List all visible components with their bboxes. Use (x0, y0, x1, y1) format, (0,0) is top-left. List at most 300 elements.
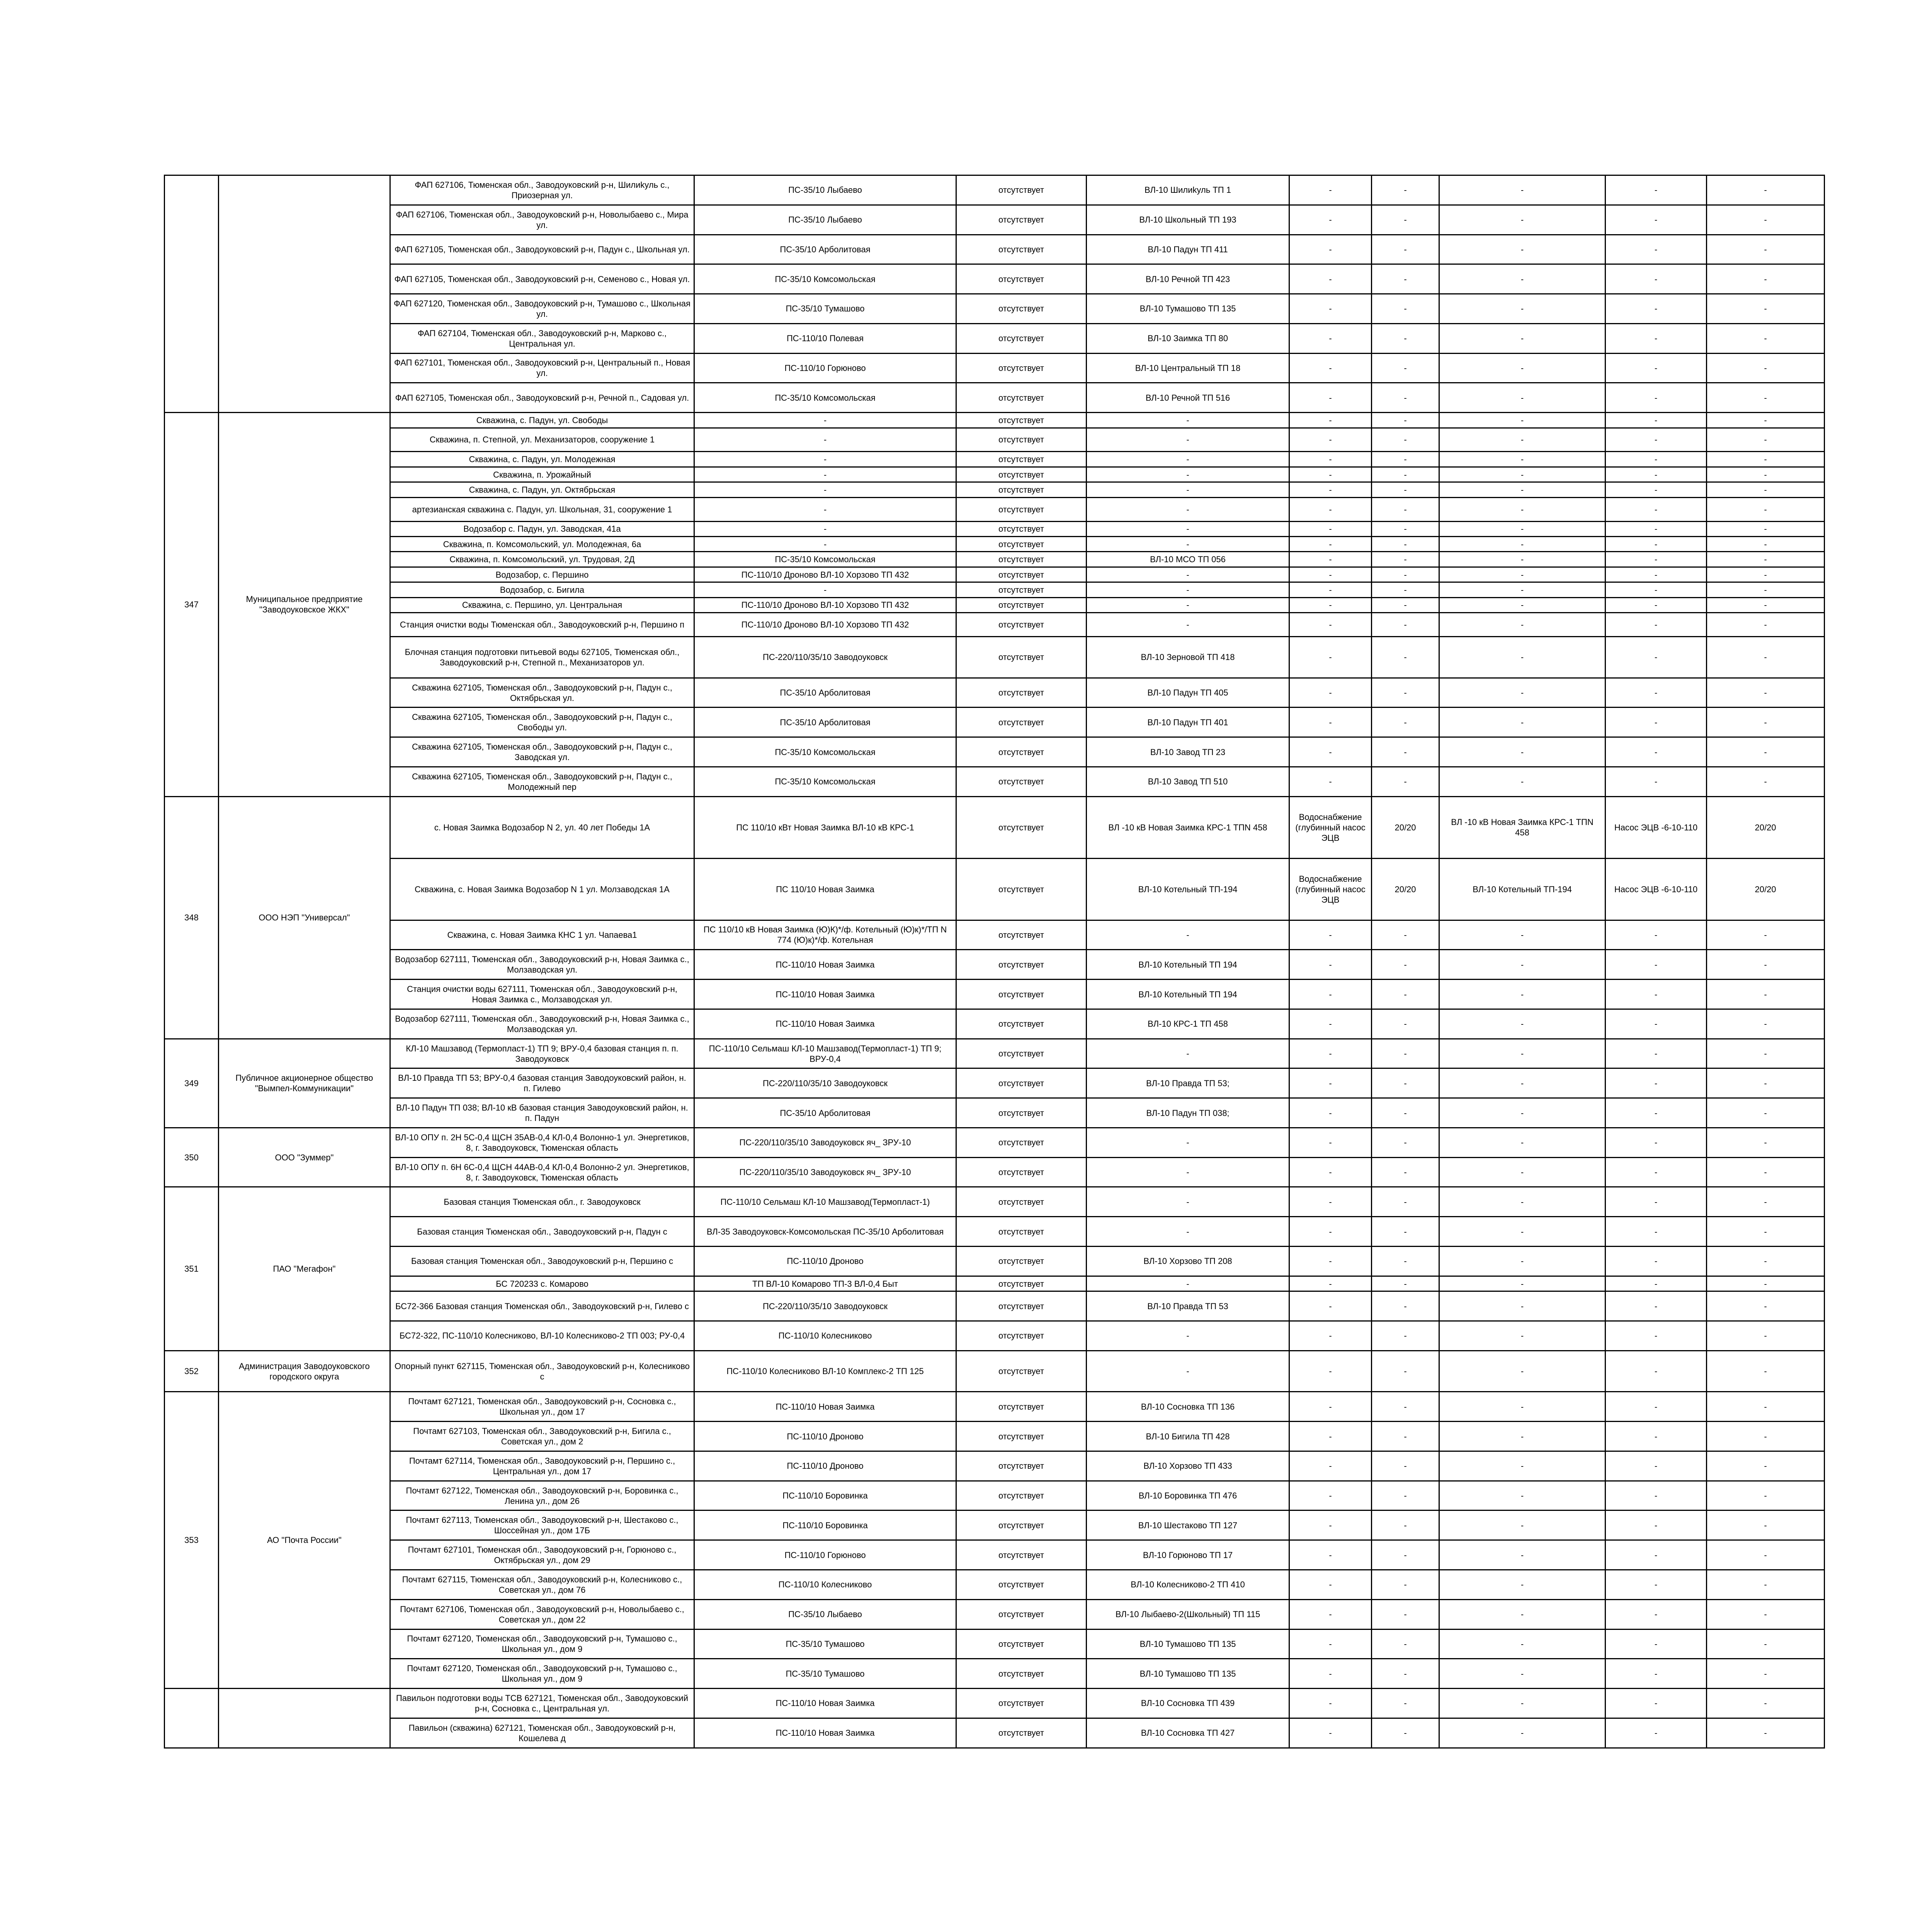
table-row (165, 383, 1825, 413)
load-purpose-cell: - (1289, 678, 1372, 708)
supply-line-cell: ВЛ-10 Падун ТП 411 (1087, 235, 1289, 264)
power-value-cell: - (1707, 294, 1825, 324)
load-value-cell: - (1372, 737, 1439, 767)
object-address-cell: ФАП 627105, Тюменская обл., Заводоуковский р-н, Семеново с., Новая ул. (390, 264, 694, 294)
supply-substation-cell: ПС-35/10 Лыбаево (694, 205, 956, 235)
supply-line-cell: - (1087, 413, 1289, 428)
equipment-cell: - (1605, 980, 1707, 1009)
load-purpose-cell: Водоснабжение (глубинный насос ЭЦВ (1289, 858, 1372, 920)
feeder-cell: ВЛ-10 Котельный ТП-194 (1439, 858, 1605, 920)
equipment-cell: - (1605, 708, 1707, 737)
object-address-cell: Базовая станция Тюменская обл., г. Заводоуковск (390, 1187, 694, 1217)
object-address-cell: Скважина, с. Першино, ул. Центральная (390, 597, 694, 612)
table-row (165, 1659, 1825, 1689)
feeder-cell: - (1439, 1321, 1605, 1351)
equipment-cell: - (1605, 1570, 1707, 1599)
backup-supply-cell: отсутствует (956, 1659, 1087, 1689)
feeder-cell: - (1439, 383, 1605, 413)
equipment-cell: - (1605, 482, 1707, 497)
supply-substation-cell: ПС-35/10 Арболитовая (694, 708, 956, 737)
feeder-cell: - (1439, 1068, 1605, 1098)
supply-substation-cell: ПС 110/10 кВ Новая Заимка (Ю)К)*/ф. Котельный (Ю)к)*/ТП N 774 (Ю)к)*/ф. Котельная (694, 920, 956, 950)
power-value-cell: - (1707, 1629, 1825, 1659)
feeder-cell: - (1439, 1009, 1605, 1039)
table-row (165, 264, 1825, 294)
supply-line-cell: ВЛ-10 МСО ТП 056 (1087, 552, 1289, 567)
backup-supply-cell: отсутствует (956, 678, 1087, 708)
power-value-cell: - (1707, 980, 1825, 1009)
equipment-cell: - (1605, 767, 1707, 796)
backup-supply-cell: отсутствует (956, 353, 1087, 383)
supply-substation-cell: ПС 110/10 Новая Заимка (694, 858, 956, 920)
supply-line-cell: ВЛ-10 Школьный ТП 193 (1087, 205, 1289, 235)
organization-cell (219, 1689, 390, 1748)
supply-line-cell: ВЛ -10 кВ Новая Заимка КРС-1 ТПN 458 (1087, 796, 1289, 858)
power-value-cell: - (1707, 428, 1825, 452)
load-purpose-cell: - (1289, 1422, 1372, 1451)
load-purpose-cell: - (1289, 1098, 1372, 1128)
power-value-cell: - (1707, 235, 1825, 264)
feeder-cell: - (1439, 567, 1605, 582)
supply-line-cell: - (1087, 521, 1289, 536)
equipment-cell: - (1605, 1451, 1707, 1481)
equipment-cell: - (1605, 597, 1707, 612)
table-row (165, 497, 1825, 521)
equipment-cell: - (1605, 497, 1707, 521)
load-value-cell: - (1372, 1247, 1439, 1276)
feeder-cell: - (1439, 1689, 1605, 1718)
power-value-cell: - (1707, 353, 1825, 383)
table-row (165, 1689, 1825, 1718)
equipment-cell: - (1605, 175, 1707, 205)
object-address-cell: Скважина, п. Комсомольский, ул. Трудовая, 2Д (390, 552, 694, 567)
equipment-cell: - (1605, 452, 1707, 467)
power-value-cell: 20/20 (1707, 858, 1825, 920)
object-address-cell: Станция очистки воды Тюменская обл., Заводоуковский р-н, Першино п (390, 613, 694, 637)
table-row (165, 1451, 1825, 1481)
equipment-cell: - (1605, 537, 1707, 552)
table-row (165, 428, 1825, 452)
backup-supply-cell: отсутствует (956, 205, 1087, 235)
object-address-cell: Скважина, п. Степной, ул. Механизаторов, сооружение 1 (390, 428, 694, 452)
table-row (165, 1039, 1825, 1068)
supply-line-cell: - (1087, 597, 1289, 612)
object-address-cell: Почтамт 627114, Тюменская обл., Заводоуковский р-н, Першино с., Центральная ул., дом 17 (390, 1451, 694, 1481)
object-address-cell: Скважина 627105, Тюменская обл., Заводоуковский р-н, Падун с., Свободы ул. (390, 708, 694, 737)
object-address-cell: БС72-366 Базовая станция Тюменская обл., Заводоуковский р-н, Гилево с (390, 1291, 694, 1321)
backup-supply-cell: отсутствует (956, 323, 1087, 353)
load-value-cell: - (1372, 1570, 1439, 1599)
load-purpose-cell: - (1289, 428, 1372, 452)
equipment-cell: Насос ЭЦВ -6-10-110 (1605, 796, 1707, 858)
object-address-cell: Опорный пункт 627115, Тюменская обл., Заводоуковский р-н, Колесниково с (390, 1351, 694, 1392)
organization-cell: Публичное акционерное общество "Вымпел-Коммуникации" (219, 1039, 390, 1128)
supply-substation-cell: - (694, 467, 956, 482)
feeder-cell: - (1439, 264, 1605, 294)
supply-line-cell: - (1087, 428, 1289, 452)
feeder-cell: - (1439, 637, 1605, 678)
object-address-cell: ФАП 627101, Тюменская обл., Заводоуковский р-н, Центральный п., Новая ул. (390, 353, 694, 383)
table-row (165, 294, 1825, 324)
backup-supply-cell: отсутствует (956, 1351, 1087, 1392)
feeder-cell: - (1439, 1570, 1605, 1599)
feeder-cell: - (1439, 1481, 1605, 1510)
supply-substation-cell: ПС-220/110/35/10 Заводоуковск яч_ ЗРУ-10 (694, 1157, 956, 1187)
load-value-cell: - (1372, 482, 1439, 497)
power-value-cell: - (1707, 1247, 1825, 1276)
power-value-cell: - (1707, 1659, 1825, 1689)
load-value-cell: - (1372, 1629, 1439, 1659)
feeder-cell: - (1439, 537, 1605, 552)
power-value-cell: - (1707, 1451, 1825, 1481)
supply-substation-cell: - (694, 537, 956, 552)
supply-line-cell: - (1087, 1187, 1289, 1217)
table-row (165, 582, 1825, 597)
supply-line-cell: - (1087, 1157, 1289, 1187)
equipment-cell: - (1605, 235, 1707, 264)
equipment-cell: - (1605, 383, 1707, 413)
supply-line-cell: ВЛ-10 Падун ТП 405 (1087, 678, 1289, 708)
feeder-cell: - (1439, 175, 1605, 205)
supply-line-cell: - (1087, 613, 1289, 637)
supply-line-cell: ВЛ-10 Сосновка ТП 439 (1087, 1689, 1289, 1718)
supply-substation-cell: ПС-220/110/35/10 Заводоуковск (694, 1068, 956, 1098)
supply-line-cell: ВЛ-10 Падун ТП 401 (1087, 708, 1289, 737)
load-purpose-cell: - (1289, 1157, 1372, 1187)
backup-supply-cell: отсутствует (956, 637, 1087, 678)
load-value-cell: - (1372, 678, 1439, 708)
table-row (165, 1422, 1825, 1451)
load-value-cell: - (1372, 1098, 1439, 1128)
equipment-cell: - (1605, 1422, 1707, 1451)
table-row (165, 413, 1825, 428)
power-value-cell: - (1707, 175, 1825, 205)
load-purpose-cell: - (1289, 1247, 1372, 1276)
supply-line-cell: ВЛ-10 Лыбаево-2(Школьный) ТП 115 (1087, 1599, 1289, 1629)
equipment-cell: - (1605, 582, 1707, 597)
backup-supply-cell: отсутствует (956, 613, 1087, 637)
supply-substation-cell: ПС-35/10 Арболитовая (694, 678, 956, 708)
feeder-cell: - (1439, 205, 1605, 235)
table-row (165, 1098, 1825, 1128)
supply-substation-cell: ПС-110/10 Сельмаш КЛ-10 Машзавод(Термопласт-1) (694, 1187, 956, 1217)
backup-supply-cell: отсутствует (956, 1629, 1087, 1659)
object-address-cell: Скважина 627105, Тюменская обл., Заводоуковский р-н, Падун с., Молодежный пер (390, 767, 694, 796)
supply-substation-cell: - (694, 521, 956, 536)
power-value-cell: - (1707, 383, 1825, 413)
supply-line-cell: - (1087, 1351, 1289, 1392)
equipment-cell: - (1605, 467, 1707, 482)
organization-cell: АО "Почта России" (219, 1392, 390, 1689)
feeder-cell: - (1439, 467, 1605, 482)
load-purpose-cell: - (1289, 1481, 1372, 1510)
equipment-cell: - (1605, 264, 1707, 294)
feeder-cell: - (1439, 1718, 1605, 1748)
supply-line-cell: - (1087, 452, 1289, 467)
backup-supply-cell: отсутствует (956, 980, 1087, 1009)
supply-substation-cell: ПС-220/110/35/10 Заводоуковск (694, 1291, 956, 1321)
load-value-cell: - (1372, 323, 1439, 353)
power-value-cell: - (1707, 1098, 1825, 1128)
power-value-cell: - (1707, 482, 1825, 497)
load-value-cell: - (1372, 1217, 1439, 1247)
object-address-cell: ВЛ-10 ОПУ п. 2Н 5С-0,4 ЩСН 35АВ-0,4 КЛ-0,4 Волонно-1 ул. Энергетиков, 8, г. Заводоуковск, Тюменская область (390, 1128, 694, 1157)
supply-substation-cell: ПС-35/10 Арболитовая (694, 235, 956, 264)
object-address-cell: Водозабор, с. Бигила (390, 582, 694, 597)
equipment-cell: - (1605, 1068, 1707, 1098)
load-purpose-cell: - (1289, 264, 1372, 294)
table-row (165, 452, 1825, 467)
group-number-cell: 352 (165, 1351, 219, 1392)
supply-substation-cell: - (694, 482, 956, 497)
supply-substation-cell: ПС-35/10 Тумашово (694, 1659, 956, 1689)
supply-substation-cell: ПС-35/10 Лыбаево (694, 175, 956, 205)
supply-line-cell: ВЛ-10 Котельный ТП-194 (1087, 858, 1289, 920)
backup-supply-cell: отсутствует (956, 383, 1087, 413)
load-purpose-cell: - (1289, 920, 1372, 950)
load-value-cell: - (1372, 1039, 1439, 1068)
backup-supply-cell: отсутствует (956, 796, 1087, 858)
power-value-cell: - (1707, 567, 1825, 582)
supply-line-cell: ВЛ-10 Тумашово ТП 135 (1087, 1659, 1289, 1689)
feeder-cell: - (1439, 1599, 1605, 1629)
equipment-cell: - (1605, 920, 1707, 950)
backup-supply-cell: отсутствует (956, 413, 1087, 428)
load-purpose-cell: - (1289, 521, 1372, 536)
table-row (165, 613, 1825, 637)
feeder-cell: - (1439, 497, 1605, 521)
feeder-cell: - (1439, 597, 1605, 612)
load-value-cell: - (1372, 920, 1439, 950)
load-value-cell: - (1372, 767, 1439, 796)
load-purpose-cell: - (1289, 175, 1372, 205)
backup-supply-cell: отсутствует (956, 1247, 1087, 1276)
equipment-cell: - (1605, 1039, 1707, 1068)
load-value-cell: - (1372, 1540, 1439, 1570)
supply-line-cell: ВЛ-10 КРС-1 ТП 458 (1087, 1009, 1289, 1039)
equipment-cell: - (1605, 205, 1707, 235)
load-value-cell: - (1372, 294, 1439, 324)
supply-line-cell: ВЛ-10 Бигила ТП 428 (1087, 1422, 1289, 1451)
object-address-cell: Скважина 627105, Тюменская обл., Заводоуковский р-н, Падун с., Заводская ул. (390, 737, 694, 767)
load-value-cell: - (1372, 1068, 1439, 1098)
object-address-cell: Почтамт 627106, Тюменская обл., Заводоуковский р-н, Новолыбаево с., Советская ул., дом 22 (390, 1599, 694, 1629)
load-value-cell: - (1372, 1128, 1439, 1157)
object-address-cell: Станция очистки воды 627111, Тюменская обл., Заводоуковский р-н, Новая Заимка с., Молзаводская ул. (390, 980, 694, 1009)
equipment-cell: - (1605, 1718, 1707, 1748)
equipment-cell: - (1605, 678, 1707, 708)
group-number-cell: 349 (165, 1039, 219, 1128)
supply-line-cell: ВЛ-10 Боровинка ТП 476 (1087, 1481, 1289, 1510)
load-value-cell: - (1372, 497, 1439, 521)
table-row (165, 205, 1825, 235)
supply-substation-cell: ПС-220/110/35/10 Заводоуковск яч_ ЗРУ-10 (694, 1128, 956, 1157)
backup-supply-cell: отсутствует (956, 497, 1087, 521)
table-row (165, 1718, 1825, 1748)
supply-substation-cell: ПС-35/10 Комсомольская (694, 737, 956, 767)
backup-supply-cell: отсутствует (956, 1068, 1087, 1098)
power-value-cell: - (1707, 467, 1825, 482)
equipment-cell: - (1605, 1510, 1707, 1540)
load-value-cell: - (1372, 708, 1439, 737)
supply-substation-cell: ПС-220/110/35/10 Заводоуковск (694, 637, 956, 678)
object-address-cell: Скважина, с. Новая Заимка Водозабор N 1 ул. Молзаводская 1А (390, 858, 694, 920)
backup-supply-cell: отсутствует (956, 1157, 1087, 1187)
power-value-cell: - (1707, 1276, 1825, 1291)
power-value-cell: - (1707, 582, 1825, 597)
supply-substation-cell: ПС-110/10 Новая Заимка (694, 1718, 956, 1748)
load-purpose-cell: - (1289, 950, 1372, 980)
load-value-cell: - (1372, 452, 1439, 467)
load-value-cell: - (1372, 582, 1439, 597)
load-value-cell: - (1372, 1689, 1439, 1718)
equipment-cell: - (1605, 950, 1707, 980)
supply-line-cell: - (1087, 467, 1289, 482)
feeder-cell: - (1439, 452, 1605, 467)
supply-line-cell: ВЛ-10 Хорзово ТП 208 (1087, 1247, 1289, 1276)
power-value-cell: - (1707, 613, 1825, 637)
table-row (165, 1510, 1825, 1540)
feeder-cell: - (1439, 521, 1605, 536)
object-address-cell: Почтамт 627120, Тюменская обл., Заводоуковский р-н, Тумашово с., Школьная ул., дом 9 (390, 1629, 694, 1659)
object-address-cell: Почтамт 627103, Тюменская обл., Заводоуковский р-н, Бигила с., Советская ул., дом 2 (390, 1422, 694, 1451)
load-purpose-cell: - (1289, 582, 1372, 597)
equipment-cell: - (1605, 294, 1707, 324)
supply-line-cell: ВЛ-10 Горюново ТП 17 (1087, 1540, 1289, 1570)
equipment-cell: - (1605, 428, 1707, 452)
power-value-cell: - (1707, 920, 1825, 950)
organization-cell: Администрация Заводоуковского городского округа (219, 1351, 390, 1392)
load-value-cell: - (1372, 1291, 1439, 1321)
supply-line-cell: ВЛ-10 Завод ТП 510 (1087, 767, 1289, 796)
power-value-cell: - (1707, 637, 1825, 678)
load-purpose-cell: - (1289, 1689, 1372, 1718)
table-row (165, 1291, 1825, 1321)
load-purpose-cell: - (1289, 1128, 1372, 1157)
load-value-cell: - (1372, 950, 1439, 980)
group-number-cell (165, 1689, 219, 1748)
backup-supply-cell: отсутствует (956, 467, 1087, 482)
backup-supply-cell: отсутствует (956, 1321, 1087, 1351)
load-value-cell: - (1372, 537, 1439, 552)
load-value-cell: - (1372, 567, 1439, 582)
supply-substation-cell: ПС-110/10 Новая Заимка (694, 1009, 956, 1039)
supply-substation-cell: ПС-110/10 Боровинка (694, 1481, 956, 1510)
table-row (165, 552, 1825, 567)
supply-line-cell: - (1087, 567, 1289, 582)
supply-line-cell: - (1087, 497, 1289, 521)
backup-supply-cell: отсутствует (956, 1276, 1087, 1291)
supply-substation-cell: ПС-110/10 Горюново (694, 353, 956, 383)
object-address-cell: КЛ-10 Машзавод (Термопласт-1) ТП 9; ВРУ-0,4 базовая станция п. п. Заводоуковск (390, 1039, 694, 1068)
load-purpose-cell: - (1289, 323, 1372, 353)
table-row (165, 235, 1825, 264)
table-row (165, 1540, 1825, 1570)
supply-line-cell: - (1087, 482, 1289, 497)
load-value-cell: - (1372, 552, 1439, 567)
object-address-cell: ФАП 627105, Тюменская обл., Заводоуковский р-н, Падун с., Школьная ул. (390, 235, 694, 264)
table-row (165, 678, 1825, 708)
register-sheet (164, 175, 1824, 1749)
table-row (165, 1276, 1825, 1291)
load-value-cell: - (1372, 613, 1439, 637)
equipment-cell: - (1605, 1321, 1707, 1351)
equipment-cell: - (1605, 613, 1707, 637)
load-purpose-cell: - (1289, 1276, 1372, 1291)
feeder-cell: - (1439, 1291, 1605, 1321)
power-value-cell: - (1707, 1570, 1825, 1599)
object-address-cell: Скважина, с. Падун, ул. Свободы (390, 413, 694, 428)
supply-line-cell: ВЛ-10 Котельный ТП 194 (1087, 980, 1289, 1009)
load-value-cell: - (1372, 235, 1439, 264)
power-value-cell: - (1707, 1540, 1825, 1570)
load-value-cell: - (1372, 467, 1439, 482)
load-value-cell: - (1372, 637, 1439, 678)
object-address-cell: Скважина, с. Падун, ул. Молодежная (390, 452, 694, 467)
load-value-cell: - (1372, 1276, 1439, 1291)
equipment-cell: - (1605, 1540, 1707, 1570)
feeder-cell: - (1439, 1128, 1605, 1157)
supply-line-cell: - (1087, 537, 1289, 552)
table-row (165, 1157, 1825, 1187)
backup-supply-cell: отсутствует (956, 1570, 1087, 1599)
equipment-cell: - (1605, 1217, 1707, 1247)
load-purpose-cell: - (1289, 597, 1372, 612)
object-address-cell: Почтамт 627122, Тюменская обл., Заводоуковский р-н, Боровинка с., Ленина ул., дом 26 (390, 1481, 694, 1510)
feeder-cell: - (1439, 1451, 1605, 1481)
load-value-cell: - (1372, 413, 1439, 428)
object-address-cell: Почтамт 627101, Тюменская обл., Заводоуковский р-н, Горюново с., Октябрьская ул., дом 29 (390, 1540, 694, 1570)
feeder-cell: - (1439, 737, 1605, 767)
table-row (165, 1629, 1825, 1659)
backup-supply-cell: отсутствует (956, 452, 1087, 467)
supply-substation-cell: ПС-110/10 Дроново (694, 1422, 956, 1451)
group-number-cell (165, 175, 219, 413)
table-row (165, 482, 1825, 497)
supply-line-cell: ВЛ-10 Котельный ТП 194 (1087, 950, 1289, 980)
load-purpose-cell: - (1289, 353, 1372, 383)
group-number-cell: 350 (165, 1128, 219, 1187)
supply-substation-cell: ПС-110/10 Колесниково ВЛ-10 Комплекс-2 ТП 125 (694, 1351, 956, 1392)
table-row (165, 858, 1825, 920)
backup-supply-cell: отсутствует (956, 552, 1087, 567)
feeder-cell: - (1439, 980, 1605, 1009)
power-value-cell: - (1707, 205, 1825, 235)
load-value-cell: - (1372, 1009, 1439, 1039)
load-purpose-cell: - (1289, 1351, 1372, 1392)
equipment-cell: - (1605, 1629, 1707, 1659)
supply-line-cell: ВЛ-10 Центральный ТП 18 (1087, 353, 1289, 383)
object-address-cell: Павильон подготовки воды ТСВ 627121, Тюменская обл., Заводоуковский р-н, Сосновка с., Центральная ул. (390, 1689, 694, 1718)
object-address-cell: Скважина, п. Комсомольский, ул. Молодежная, 6а (390, 537, 694, 552)
load-purpose-cell: - (1289, 497, 1372, 521)
load-purpose-cell: - (1289, 1510, 1372, 1540)
table-row (165, 521, 1825, 536)
object-address-cell: Скважина 627105, Тюменская обл., Заводоуковский р-н, Падун с., Октябрьская ул. (390, 678, 694, 708)
backup-supply-cell: отсутствует (956, 597, 1087, 612)
backup-supply-cell: отсутствует (956, 1128, 1087, 1157)
power-value-cell: - (1707, 1039, 1825, 1068)
supply-line-cell: - (1087, 582, 1289, 597)
supply-line-cell: - (1087, 1039, 1289, 1068)
equipment-cell: - (1605, 552, 1707, 567)
feeder-cell: - (1439, 294, 1605, 324)
table-row (165, 1247, 1825, 1276)
supply-line-cell: ВЛ-10 Колесниково-2 ТП 410 (1087, 1570, 1289, 1599)
supply-line-cell: ВЛ-10 Падун ТП 038; (1087, 1098, 1289, 1128)
table-row (165, 767, 1825, 796)
load-value-cell: - (1372, 353, 1439, 383)
